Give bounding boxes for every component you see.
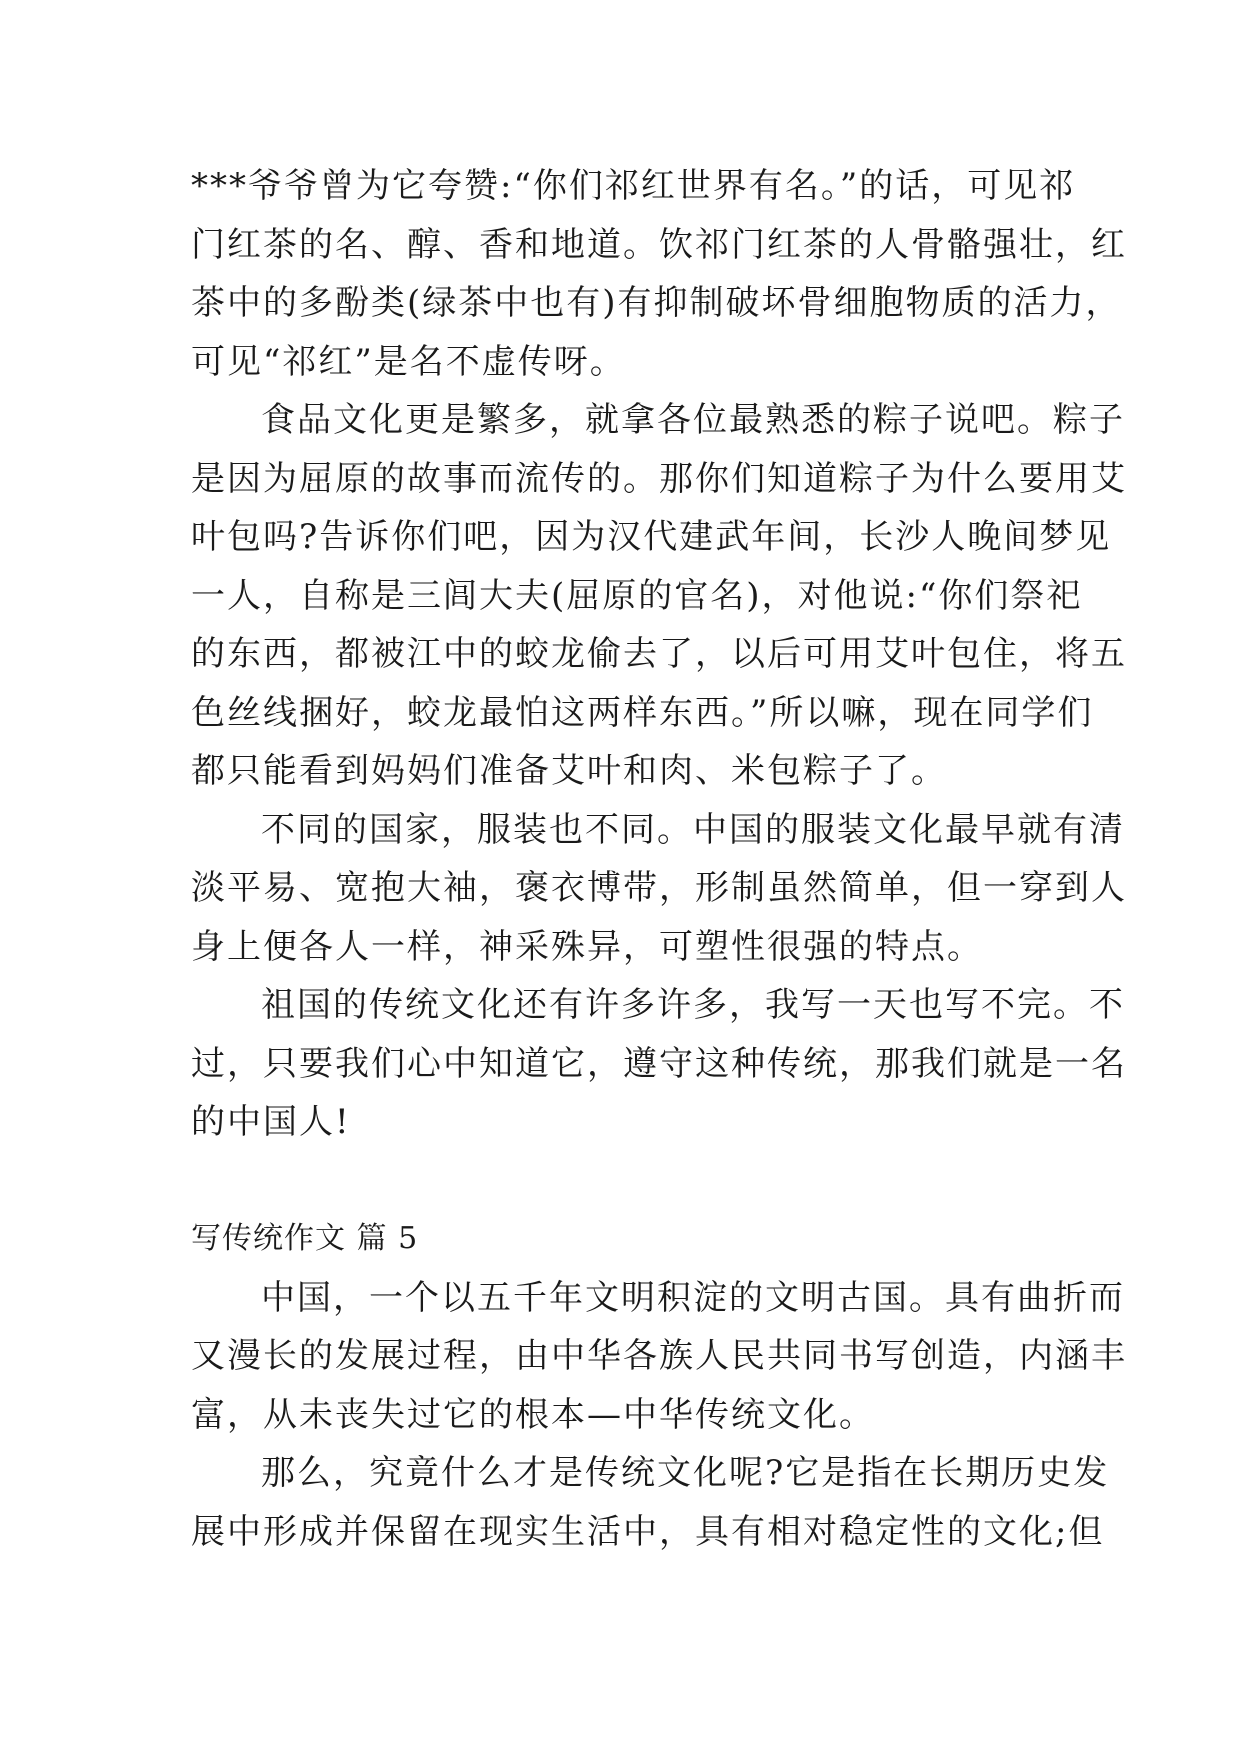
paragraph-line: 祖国的传统文化还有许多许多，我写一天也写不完。不 (261, 985, 1125, 1025)
paragraph-line: 过，只要我们心中知道它，遵守这种传统，那我们就是一名 (191, 1043, 1127, 1084)
paragraph-line: 是因为屈原的故事而流传的。那你们知道粽子为什么要用艾 (191, 458, 1127, 499)
paragraph-line: 身上便各人一样，神采殊异，可塑性很强的特点。 (191, 926, 983, 967)
paragraph-line: 都只能看到妈妈们准备艾叶和肉、米包粽子了。 (191, 751, 947, 791)
document-body (191, 157, 1127, 1561)
paragraph-line: 的东西，都被江中的蛟龙偷去了，以后可用艾叶包住，将五 (191, 634, 1127, 674)
paragraph (191, 801, 1127, 977)
paragraph (191, 157, 1127, 391)
paragraph-line: 叶包吗?告诉你们吧，因为汉代建武年间，长沙人晚间梦见 (191, 517, 1112, 557)
paragraph-line: 不同的国家，服装也不同。中国的服装文化最早就有清 (261, 809, 1125, 850)
paragraph-line: 可见“祁红”是名不虚传呀。 (191, 341, 626, 382)
paragraph-line: 的中国人! (191, 1102, 351, 1142)
paragraph-line: 色丝线捆好，蛟龙最怕这两样东西。”所以嘛，现在同学们 (191, 692, 1094, 733)
paragraph-line: 展中形成并保留在现实生活中，具有相对稳定性的文化;但 (191, 1511, 1105, 1552)
paragraph-line: 食品文化更是繁多，就拿各位最熟悉的粽子说吧。粽子 (261, 400, 1125, 440)
paragraph (191, 1444, 1110, 1561)
paragraph-line: 一人，自称是三闾大夫(屈原的官名)，对他说:“你们祭祀 (191, 575, 1083, 616)
paragraph-line: 那么，究竟什么才是传统文化呢?它是指在长期历史发 (261, 1453, 1110, 1493)
paragraph-line: 淡平易、宽抱大袖，褒衣博带，形制虽然简单，但一穿到人 (191, 868, 1127, 908)
section-heading: 写传统作文 篇 5 (191, 1221, 419, 1256)
section-spacer (191, 1152, 1051, 1211)
paragraph-line: 门红茶的名、醇、香和地道。饮祁门红茶的人骨骼强壮，红 (191, 224, 1127, 265)
paragraph (191, 976, 1127, 1152)
paragraph-line: 中国，一个以五千年文明积淀的文明古国。具有曲折而 (261, 1277, 1125, 1318)
paragraph-line: 茶中的多酚类(绿茶中也有)有抑制破坏骨细胞物质的活力， (191, 283, 1122, 323)
paragraph (191, 1269, 1127, 1445)
paragraph-line: ***爷爷曾为它夸赞:“你们祁红世界有名。”的话，可见祁 (191, 166, 1076, 206)
paragraph-line: 又漫长的发展过程，由中华各族人民共同书写创造，内涵丰 (191, 1336, 1127, 1376)
paragraph-line: 富，从未丧失过它的根本—中华传统文化。 (191, 1394, 875, 1435)
paragraph (191, 391, 1127, 801)
